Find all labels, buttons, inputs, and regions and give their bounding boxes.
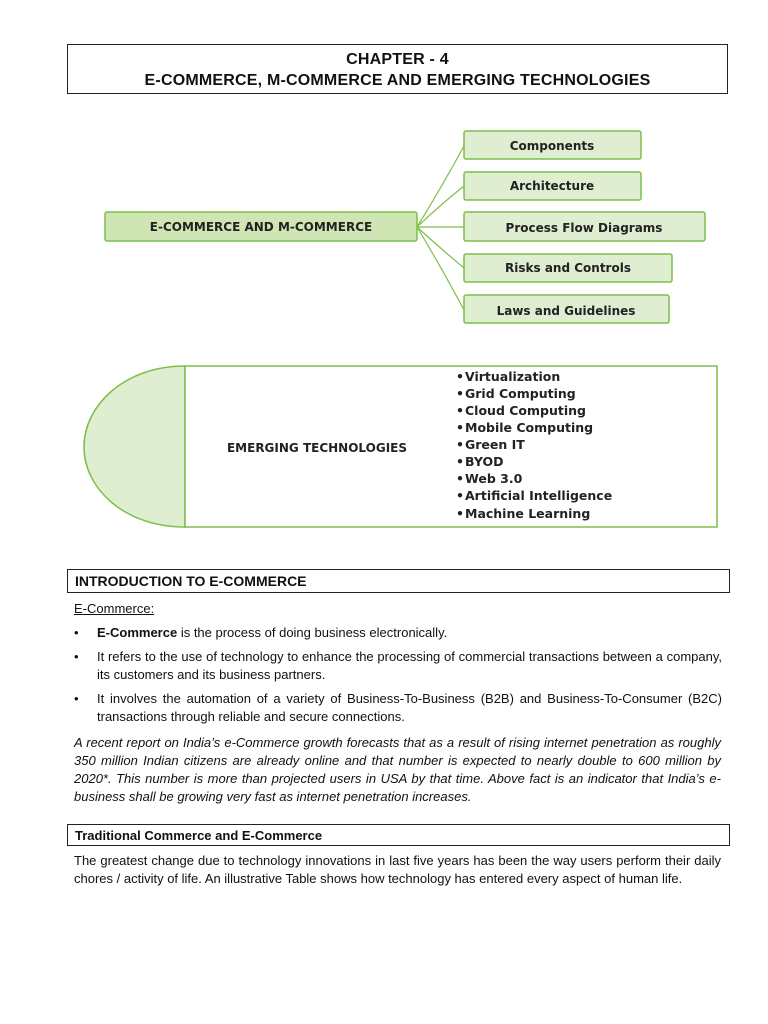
bullet-text: It refers to the use of technology to enhance the processing of commercial transactions between a company, its customers and its business partners. — [97, 649, 722, 682]
branch-components-label: Components — [509, 139, 595, 153]
emerging-item: Cloud Computing — [465, 403, 586, 418]
emerging-bullet-icon: • — [456, 488, 464, 503]
emerging-bullet-icon: • — [456, 454, 464, 469]
ecommerce-term: E-Commerce — [97, 625, 178, 640]
emerging-bullet-icon: • — [456, 471, 464, 486]
list-item — [74, 624, 722, 642]
root-node-label: E-COMMERCE AND M-COMMERCE — [149, 220, 373, 234]
emerging-item: BYOD — [465, 454, 504, 469]
traditional-paragraph: The greatest change due to technology innovations in last five years has been the way users perform their daily chores / activity of life. An illustrative Table shows how technology has entered every aspect of human life. — [74, 853, 721, 886]
emerging-half-circle — [84, 366, 185, 527]
branch-laws-label: Laws and Guidelines — [496, 304, 636, 318]
emerging-bullet-icon: • — [456, 369, 464, 384]
list-item — [74, 648, 722, 684]
emerging-item: Green IT — [465, 437, 525, 452]
bullet-icon: • — [74, 649, 79, 664]
emerging-title: EMERGING TECHNOLOGIES — [226, 441, 408, 455]
emerging-item: Mobile Computing — [465, 420, 594, 435]
connector-lines — [417, 146, 464, 310]
emerging-bullet-icon: • — [456, 403, 464, 418]
emerging-item: Virtualization — [465, 369, 561, 384]
bullet-text: is the process of doing business electronically. — [177, 625, 448, 640]
ecommerce-subheading: E-Commerce: — [74, 601, 155, 616]
connector-components — [417, 146, 464, 227]
emerging-bullet-icon: • — [456, 437, 464, 452]
branch-architecture-label: Architecture — [509, 179, 595, 193]
emerging-item: Web 3.0 — [465, 471, 523, 486]
traditional-heading: Traditional Commerce and E-Commerce — [67, 824, 730, 846]
connector-laws — [417, 227, 464, 310]
bullet-icon: • — [74, 691, 79, 706]
connector-risks — [417, 227, 464, 268]
intro-heading: INTRODUCTION TO E-COMMERCE — [67, 569, 730, 593]
chapter-title: E-COMMERCE, M-COMMERCE AND EMERGING TECHNOLOGIES — [144, 72, 651, 89]
emerging-item: Machine Learning — [465, 506, 591, 521]
list-item — [74, 690, 722, 726]
chapter-number: CHAPTER - 4 — [346, 51, 449, 68]
emerging-bullet-icon: • — [456, 386, 464, 401]
emerging-bullet-icon: • — [456, 506, 464, 521]
emerging-item: Artificial Intelligence — [465, 488, 613, 503]
bullet-text: It involves the automation of a variety of Business-To-Business (B2B) and Business-To-Consumer (B2C) transactions through reliable and secure connections. — [97, 691, 722, 724]
branch-process-flow-label: Process Flow Diagrams — [505, 221, 663, 235]
bullet-icon: • — [74, 625, 79, 640]
growth-report-paragraph: A recent report on India’s e-Commerce growth forecasts that as a result of rising internet penetration as roughly 350 million Indian citizens are already online and that number is expected to nearly double to 600 million by 2020*. This number is more than projected users in USA by that time. Above fact is an indicator that India’s e-business shall be growing very fast as internet penetration increases. — [74, 735, 721, 804]
connector-architecture — [417, 186, 464, 227]
emerging-bullet-icon: • — [456, 420, 464, 435]
emerging-item: Grid Computing — [465, 386, 576, 401]
intro-bullet-list — [74, 624, 722, 732]
branch-risks-label: Risks and Controls — [505, 261, 631, 275]
